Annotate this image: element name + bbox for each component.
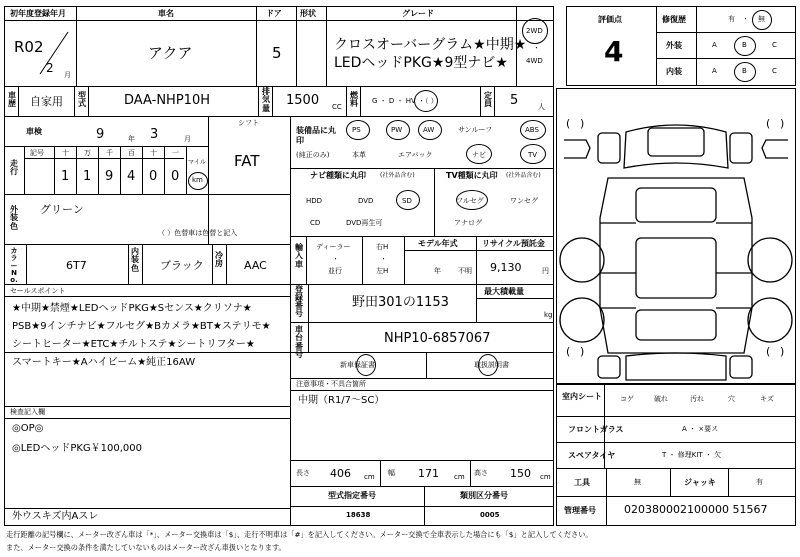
mileage-unit-5: 一 bbox=[172, 149, 179, 157]
equip-sunroof: サンルーフ bbox=[458, 126, 493, 134]
import-right-h: 右H bbox=[376, 243, 389, 251]
mileage-symbol-label: 記号 bbox=[30, 149, 44, 157]
seat-item-2: 汚れ bbox=[690, 395, 704, 403]
sales-line-3: スマートキー★Aハイビーム★純正16AW bbox=[12, 357, 196, 368]
recycle-value: 9,130 bbox=[490, 261, 522, 274]
jack-value: 有 bbox=[756, 478, 763, 486]
recycle-label: リサイクル預託金 bbox=[482, 239, 545, 248]
seat-item-0: コゲ bbox=[620, 395, 634, 403]
mileage-unit-0: 十 bbox=[62, 149, 69, 157]
door-label: ドア bbox=[266, 9, 282, 18]
height-cm: cm bbox=[540, 473, 551, 481]
mileage-digit-4: 0 bbox=[149, 169, 158, 184]
drive-4wd: 4WD bbox=[526, 57, 543, 65]
inspection-label: 車検 bbox=[26, 127, 42, 136]
displacement-label: 排気量 bbox=[262, 87, 270, 113]
sales-line-0: ★中期★禁煙★LEDヘッドPKG★Sセンス★クリソナ★ bbox=[12, 303, 252, 314]
seat-item-1: 破れ bbox=[654, 395, 668, 403]
mgmt-label: 管理番号 bbox=[564, 506, 596, 515]
notes-label: 注意事項・不具合箇所 bbox=[296, 380, 366, 388]
color-label: 外装色 bbox=[10, 205, 18, 231]
person-unit: 人 bbox=[538, 103, 545, 111]
mileage-unit-3: 百 bbox=[128, 149, 135, 157]
sales-points-label: セールスポイント bbox=[10, 287, 66, 295]
seat-item-3: 穴 bbox=[728, 395, 735, 403]
mileage-digit-3: 4 bbox=[127, 169, 136, 184]
reg-month: 2 bbox=[46, 61, 54, 75]
nav-note: (社外品含む) bbox=[380, 172, 415, 179]
mileage-digit-0: 1 bbox=[61, 169, 70, 184]
interior-a: A bbox=[712, 67, 717, 75]
import-dot2: ・ bbox=[380, 255, 387, 263]
first-reg-label: 初年度登録年月 bbox=[10, 9, 66, 18]
import-left-h: 左H bbox=[376, 267, 389, 275]
tv-fullseg: フルセグ bbox=[456, 197, 484, 205]
equipment-note: (純正のみ) bbox=[296, 151, 330, 159]
reg-era: R02 bbox=[14, 38, 44, 56]
manual: 取扱説明書 bbox=[474, 361, 509, 369]
car-name: アクア bbox=[148, 44, 193, 62]
model-year-label: モデル年式 bbox=[418, 239, 458, 248]
fuel-hv-circle bbox=[414, 90, 438, 112]
equip-navi: ナビ bbox=[472, 151, 486, 159]
drive-dot: ・ bbox=[533, 44, 540, 52]
registration-label: 登録番号 bbox=[295, 285, 303, 318]
shift-label: シフト bbox=[238, 119, 259, 127]
capacity-label: 定員 bbox=[484, 91, 492, 109]
color-no-value: 6T7 bbox=[66, 259, 87, 272]
nav-hdd: HDD bbox=[306, 197, 323, 205]
reg-month-unit: 月 bbox=[64, 71, 71, 79]
inspection-month-unit: 月 bbox=[184, 135, 191, 143]
mileage-unit-4: 十 bbox=[150, 149, 157, 157]
equip-pw: PW bbox=[391, 126, 403, 134]
mgmt-value: 020380002100000 51567 bbox=[624, 503, 768, 516]
length-cm: cm bbox=[364, 473, 375, 481]
spare-tire-label: スペアタイヤ bbox=[568, 451, 616, 460]
recycle-yen: 円 bbox=[542, 267, 549, 275]
exterior-label: 外装 bbox=[666, 41, 682, 50]
type-no-value: 18638 bbox=[346, 511, 371, 519]
inspection-month: 3 bbox=[150, 127, 159, 142]
model-year-unit: 年 bbox=[434, 267, 441, 275]
mark-right-1b: ) bbox=[780, 117, 785, 130]
fuel-value: G ・ D ・ HV ・（ ） bbox=[372, 97, 438, 105]
score-label: 評価点 bbox=[598, 15, 622, 24]
import-dot1: ・ bbox=[332, 255, 339, 263]
interior-label: 内装 bbox=[666, 67, 682, 76]
model-label: 型式 bbox=[78, 91, 86, 109]
mileage-digit-5: 0 bbox=[171, 169, 180, 184]
tools-value: 無 bbox=[634, 478, 641, 486]
use-label: 車歴 bbox=[8, 91, 16, 109]
model-year-unknown: 不明 bbox=[458, 267, 472, 275]
equip-aw: AW bbox=[423, 126, 435, 134]
import-label: 輸入車 bbox=[295, 243, 303, 269]
registration-value: 野田301の1153 bbox=[352, 295, 449, 310]
width-value: 171 bbox=[418, 467, 439, 480]
mark-right-2: ( bbox=[766, 345, 771, 358]
mark-right-2b: ) bbox=[780, 345, 785, 358]
equip-ps: PS bbox=[352, 126, 361, 134]
mark-right-1: ( bbox=[766, 117, 771, 130]
exterior-a: A bbox=[712, 41, 717, 49]
shape-label: 形状 bbox=[300, 9, 316, 18]
nav-cd: CD bbox=[310, 219, 321, 227]
width-cm: cm bbox=[454, 473, 465, 481]
ac-label: 冷房 bbox=[215, 251, 223, 269]
import-dealer: ディーラー bbox=[316, 243, 351, 251]
inspector-label: 検査記入欄 bbox=[10, 408, 45, 416]
equip-airbag: エアバック bbox=[398, 151, 433, 159]
inspector-line-0: ◎OP◎ bbox=[12, 423, 44, 434]
inspector-line-1: ◎LEDヘッドPKG￥100,000 bbox=[12, 443, 143, 454]
exterior-c: C bbox=[772, 41, 777, 49]
sales-line-1: PSB★9インチナビ★フルセグ★Bカメラ★BT★ステリモ★ bbox=[12, 321, 271, 332]
tv-label: TV種類に丸印 bbox=[446, 171, 498, 180]
windshield-label: フロントガラス bbox=[568, 425, 624, 434]
max-load-kg: kg bbox=[544, 311, 553, 319]
color-no-label: カラーNo. bbox=[10, 247, 18, 285]
inspection-year-unit: 年 bbox=[128, 135, 135, 143]
nav-label: ナビ種類に丸印 bbox=[310, 171, 366, 180]
mark-left-2b: ) bbox=[580, 345, 585, 358]
repair-yes: 有 bbox=[728, 15, 735, 23]
length-label: 長さ bbox=[296, 469, 310, 477]
grade-line1: クロスオーバーグラム★中期★ bbox=[334, 37, 527, 53]
class-no-label: 類別区分番号 bbox=[460, 491, 508, 500]
height-label: 高さ bbox=[474, 469, 488, 477]
notes-value: 中期（R1/7～SC） bbox=[298, 395, 385, 406]
tools-label: 工具 bbox=[574, 478, 590, 487]
grade-label: グレード bbox=[402, 9, 434, 18]
repair-no: 無 bbox=[758, 15, 765, 23]
type-no-label: 型式指定番号 bbox=[328, 491, 376, 500]
tv-note: (社外品含む) bbox=[506, 172, 541, 179]
mileage-unit-2: 千 bbox=[106, 149, 113, 157]
seat-item-4: キズ bbox=[760, 395, 774, 403]
equip-leather: 本革 bbox=[352, 151, 366, 159]
import-parallel: 並行 bbox=[328, 267, 342, 275]
height-value: 150 bbox=[510, 467, 531, 480]
mileage-unit-1: 万 bbox=[84, 149, 91, 157]
model-value: DAA-NHP10H bbox=[124, 93, 210, 108]
equip-tv: TV bbox=[528, 151, 538, 159]
use-value: 自家用 bbox=[30, 95, 63, 108]
mileage-label: 走行 bbox=[10, 159, 18, 177]
inspector-bottom: 外ウスキズ内Aスレ bbox=[12, 511, 99, 522]
repair-dot: ・ bbox=[742, 15, 749, 23]
jack-label: ジャッキ bbox=[684, 478, 716, 487]
footer-line2: また、メーター交換の条件を満たしていないものはメーター改ざん車扱いとなります。 bbox=[6, 543, 286, 552]
interior-c: C bbox=[772, 67, 777, 75]
spare-tire-value: T ・ 修理KIT ・ 欠 bbox=[662, 451, 722, 459]
displacement-value: 1500 bbox=[286, 93, 320, 108]
nav-dvd: DVD bbox=[358, 197, 374, 205]
interior-color-label: 内装色 bbox=[131, 247, 139, 273]
chassis-value: NHP10-6857067 bbox=[384, 331, 491, 346]
mark-left-1: ( bbox=[566, 117, 571, 130]
equip-abs: ABS bbox=[525, 126, 539, 134]
color-value: グリーン bbox=[40, 203, 84, 216]
footer-line1: 走行距離の記号欄に、メーター改ざん車は「*」、メーター交換車は「$」、走行不明車は「#」を記入してください。メーター交換で全車表示した場合にも「$」と記入してください。 bbox=[6, 530, 593, 539]
mileage-digit-1: 1 bbox=[83, 169, 92, 184]
width-label: 幅 bbox=[388, 469, 395, 477]
nav-sd: SD bbox=[402, 197, 412, 205]
exterior-b: B bbox=[742, 41, 747, 49]
interior-color-value: ブラック bbox=[160, 259, 204, 272]
color-note: （ ）色替車は色替と記入 bbox=[158, 229, 238, 237]
car-name-label: 車名 bbox=[158, 9, 174, 18]
cc-unit: CC bbox=[332, 103, 342, 111]
mileage-km: km bbox=[192, 176, 203, 184]
ac-value: AAC bbox=[244, 259, 267, 272]
drive-2wd: 2WD bbox=[526, 27, 543, 35]
chassis-label: 車台番号 bbox=[295, 325, 303, 360]
fuel-label: 燃料 bbox=[350, 91, 358, 109]
interior-b: B bbox=[742, 67, 747, 75]
new-car-warranty: 新車保証書 bbox=[340, 361, 375, 369]
tv-oneseg: ワンセグ bbox=[510, 197, 538, 205]
tv-analog: アナログ bbox=[454, 219, 482, 227]
grade-line2: LEDヘッドPKG★9型ナビ★ bbox=[334, 55, 508, 71]
repair-label: 修復歴 bbox=[662, 15, 686, 24]
score-value: 4 bbox=[604, 35, 624, 68]
class-no-value: 0005 bbox=[480, 511, 500, 519]
sales-line-2: シートヒーター★ETC★チルトステ★シートリフター★ bbox=[12, 339, 255, 350]
mark-left-2: ( bbox=[566, 345, 571, 358]
shift-value: FAT bbox=[234, 152, 260, 170]
door-count: 5 bbox=[272, 44, 282, 62]
max-load-label: 最大積載量 bbox=[484, 287, 524, 296]
equipment-label: 装備品に丸印 bbox=[296, 126, 336, 145]
car-diagram bbox=[556, 88, 796, 384]
capacity-value: 5 bbox=[510, 93, 519, 108]
nav-dvd-play: DVD再生可 bbox=[346, 219, 383, 227]
mileage-mile: マイル bbox=[188, 159, 206, 166]
length-value: 406 bbox=[330, 467, 351, 480]
inspection-year: 9 bbox=[96, 127, 105, 142]
mark-left-1b: ) bbox=[580, 117, 585, 130]
windshield-value: A ・ ×要ス bbox=[682, 425, 719, 433]
mileage-digit-2: 9 bbox=[105, 169, 114, 184]
interior-seat-label: 室内シート bbox=[562, 392, 602, 401]
